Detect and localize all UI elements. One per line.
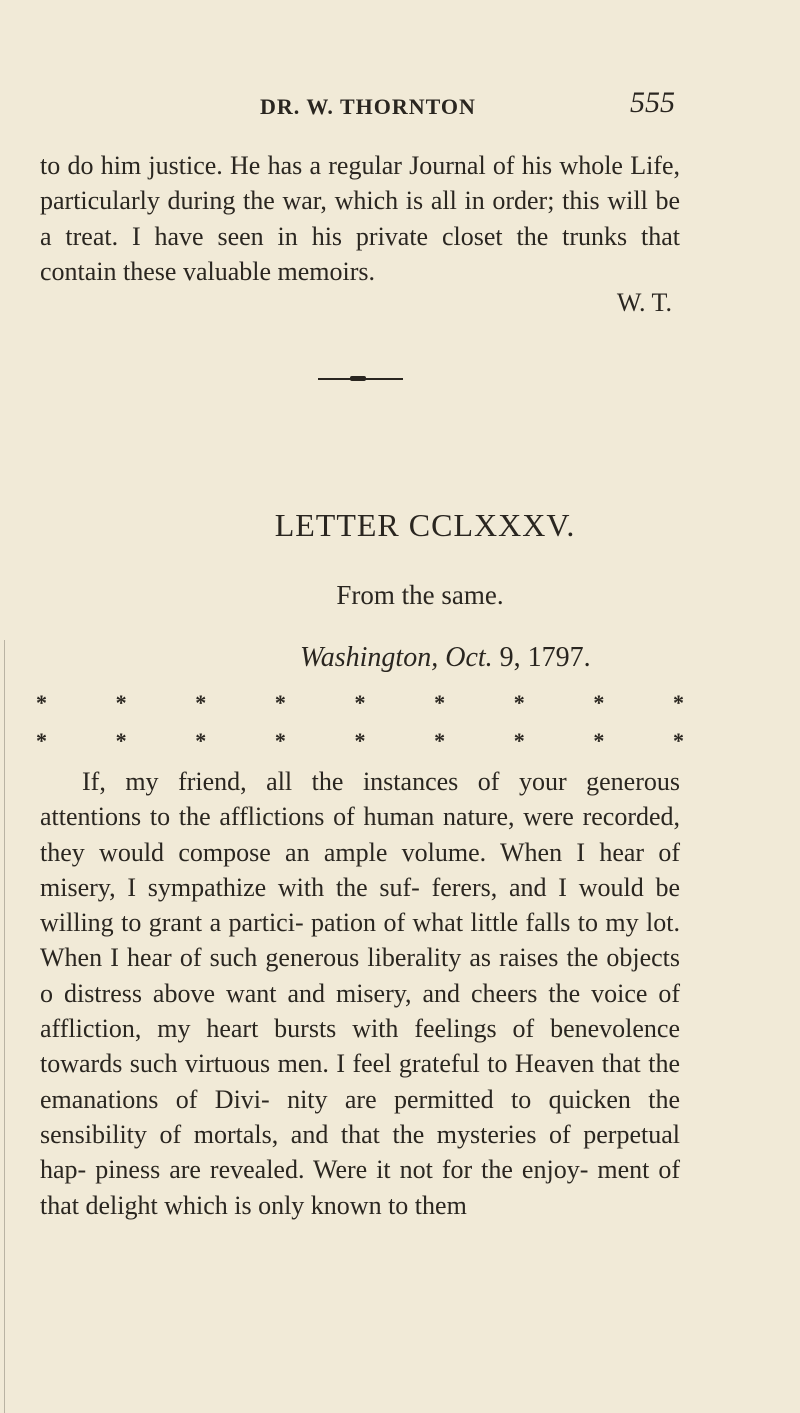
page-number: 555 — [630, 86, 675, 119]
text-line: valuable memoirs. — [182, 256, 376, 286]
asterisk: * — [274, 690, 286, 715]
asterisk: * — [513, 690, 525, 715]
asterisk: * — [36, 728, 47, 753]
asterism-row — [36, 690, 684, 716]
text-line: nity are permitted to quicken the sensibility of — [40, 1084, 681, 1149]
asterisk: * — [434, 728, 446, 753]
running-head: DR. W. THORNTON — [260, 94, 476, 119]
asterisk: * — [195, 690, 207, 715]
asterisk: * — [115, 690, 127, 715]
asterisk: * — [354, 690, 366, 715]
text-line: benevolence towards such virtuous men. I feel — [40, 1014, 681, 1079]
asterisk: * — [195, 728, 207, 753]
page-header — [40, 86, 680, 126]
letter-from-line: From the same. — [336, 580, 504, 610]
section-divider-ornament — [350, 376, 366, 381]
text-line: mortals, and that the mysteries of perpetual hap- — [40, 1119, 680, 1185]
page-fold-line — [4, 640, 5, 1413]
text-line: whole Life, particularly during the war, which is — [40, 151, 681, 216]
text-line: If, my friend, all the instances of your generous — [82, 767, 680, 796]
asterisk: * — [593, 690, 605, 715]
text-line: ferers, and I would be willing to grant a partici- — [40, 872, 680, 938]
asterisk: * — [513, 728, 525, 753]
asterisk: * — [115, 728, 127, 753]
text-line: to do him justice. He has a regular Journal of his — [40, 151, 553, 180]
text-line: grateful to Heaven that the emanations of Divi- — [40, 1049, 680, 1114]
dateline-month: Oct. — [445, 642, 493, 673]
asterisk: * — [36, 690, 47, 715]
paragraph-continuation — [40, 148, 680, 289]
letter-dateline — [300, 642, 591, 674]
signature-initials: W. T. — [616, 288, 672, 317]
dateline-place: Washington, — [300, 642, 439, 673]
asterisk: * — [434, 690, 446, 715]
text-line: of such generous liberality as raises the objects o — [40, 943, 681, 1008]
asterisk: * — [354, 728, 366, 753]
text-line: When I hear of misery, I sympathize with the suf- — [40, 837, 681, 902]
asterisk: * — [673, 728, 684, 753]
asterisk: * — [673, 690, 684, 715]
text-line: voice of affliction, my heart bursts with feelings of — [40, 978, 681, 1044]
text-line: distress above want and misery, and cheers the — [63, 978, 581, 1008]
text-line: pation of what little falls to my lot. When I hear — [40, 908, 680, 973]
dateline-day-year: 9, 1797. — [499, 642, 591, 673]
text-line: ment of that delight which is only known to them — [40, 1155, 681, 1220]
letter-title: LETTER CCLXXXV. — [274, 507, 576, 543]
text-line: his private closet the trunks that contain these — [40, 221, 681, 286]
text-line: piness are revealed. Were it not for the enjoy- — [95, 1155, 589, 1185]
text-line: recorded, they would compose an ample volume. — [40, 802, 681, 867]
asterisk: * — [274, 728, 286, 753]
asterism-row — [36, 728, 684, 754]
text-line: attentions to the afflictions of human nature, were — [40, 802, 574, 832]
text-line: all in order; this will be a treat. I have seen in — [40, 186, 681, 251]
letter-body-paragraph — [40, 764, 680, 1223]
asterisk: * — [593, 728, 605, 753]
